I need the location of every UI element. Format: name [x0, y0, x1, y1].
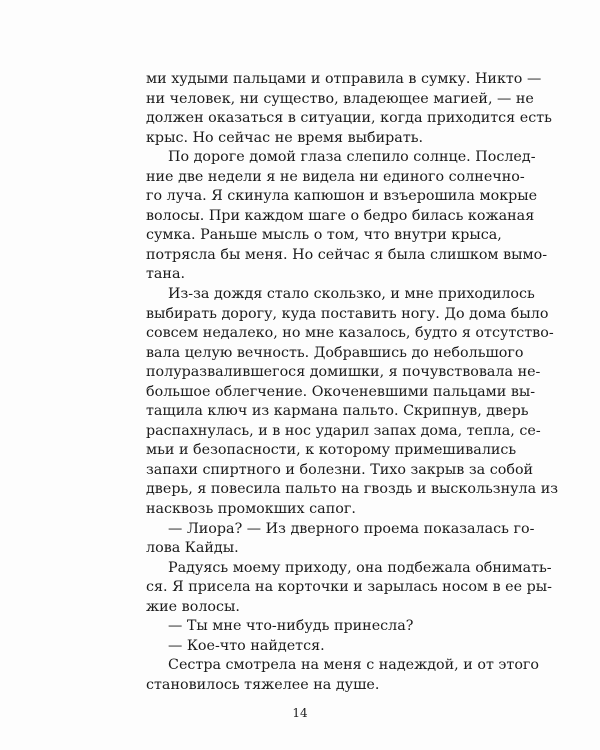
paragraph — [146, 520, 535, 559]
text-line: По дороге домой глаза слепило солнце. Послед- — [168, 149, 536, 166]
text-line: распахнулась, и в нос ударил запах дома, тепла, се- — [146, 422, 541, 439]
text-line: — Ты мне что-нибудь принесла? — [168, 618, 414, 635]
text-line: ми худыми пальцами и отправила в сумку. Никто — — [146, 71, 542, 87]
text-line: — Кое-что найдется. — [168, 637, 325, 654]
text-line: большое облегчение. Окоченевшими пальцами вы- — [146, 383, 536, 400]
paragraph — [146, 285, 559, 520]
text-line: совсем недалеко, но мне казалось, будто я отсутство- — [146, 325, 554, 342]
paragraph — [146, 617, 476, 637]
text-line: насквозь промокших сапог. — [146, 501, 356, 518]
text-line: лова Кайды. — [146, 540, 239, 557]
text-line: ни человек, ни существо, владеющее магией, — не — [146, 90, 534, 107]
text-line: запахи спиртного и болезни. Тихо закрыв за собой — [146, 461, 534, 478]
text-line: тана. — [146, 266, 186, 283]
text-line: Радуясь моему приходу, она подбежала обнимать- — [168, 559, 552, 576]
paragraph — [146, 148, 548, 285]
text-line: Сестра смотрела на меня с надеждой, и от этого — [168, 657, 540, 674]
text-line: — Лиора? — Из дверного проема показалась го- — [168, 520, 535, 537]
paragraph — [146, 656, 540, 695]
text-line: должен оказаться в ситуации, когда приходится есть — [146, 110, 552, 127]
text-line: ние две недели я не видела ни единого солнечно- — [146, 168, 525, 185]
text-line: ся. Я присела на корточки и зарылась носом в ее ры- — [146, 579, 553, 596]
body-text — [146, 70, 559, 696]
text-line: выбирать дорогу, куда поставить ногу. До дома было — [146, 305, 549, 322]
text-line: становилось тяжелее на душе. — [146, 676, 380, 693]
paragraph — [146, 637, 476, 657]
text-line: го луча. Я скинула капюшон и взъерошила мокрые — [146, 188, 538, 205]
text-line: тащила ключ из кармана пальто. Скрипнув, дверь — [146, 403, 529, 420]
text-line: потрясла бы меня. Но сейчас я была слишком вымо- — [146, 246, 548, 263]
text-line: вала целую вечность. Добравшись до небольшого — [146, 344, 524, 361]
paragraph — [146, 70, 552, 148]
text-line: мьи и безопасности, к которому примешивались — [146, 442, 517, 459]
text-line: волосы. При каждом шаге о бедро билась кожаная — [146, 207, 535, 224]
text-line: крыс. Но сейчас не время выбирать. — [146, 129, 424, 146]
paragraph — [146, 559, 553, 618]
text-line: дверь, я повесила пальто на гвоздь и выскользнула из — [146, 481, 559, 498]
text-line: полуразвалившегося домишки, я почувствовала не- — [146, 364, 541, 381]
text-line: сумка. Раньше мысль о том, что внутри крыса, — [146, 227, 502, 244]
page-number: 14 — [292, 706, 308, 720]
text-line: Из-за дождя стало скользко, и мне приходилось — [168, 286, 535, 303]
text-line: жие волосы. — [146, 598, 240, 615]
